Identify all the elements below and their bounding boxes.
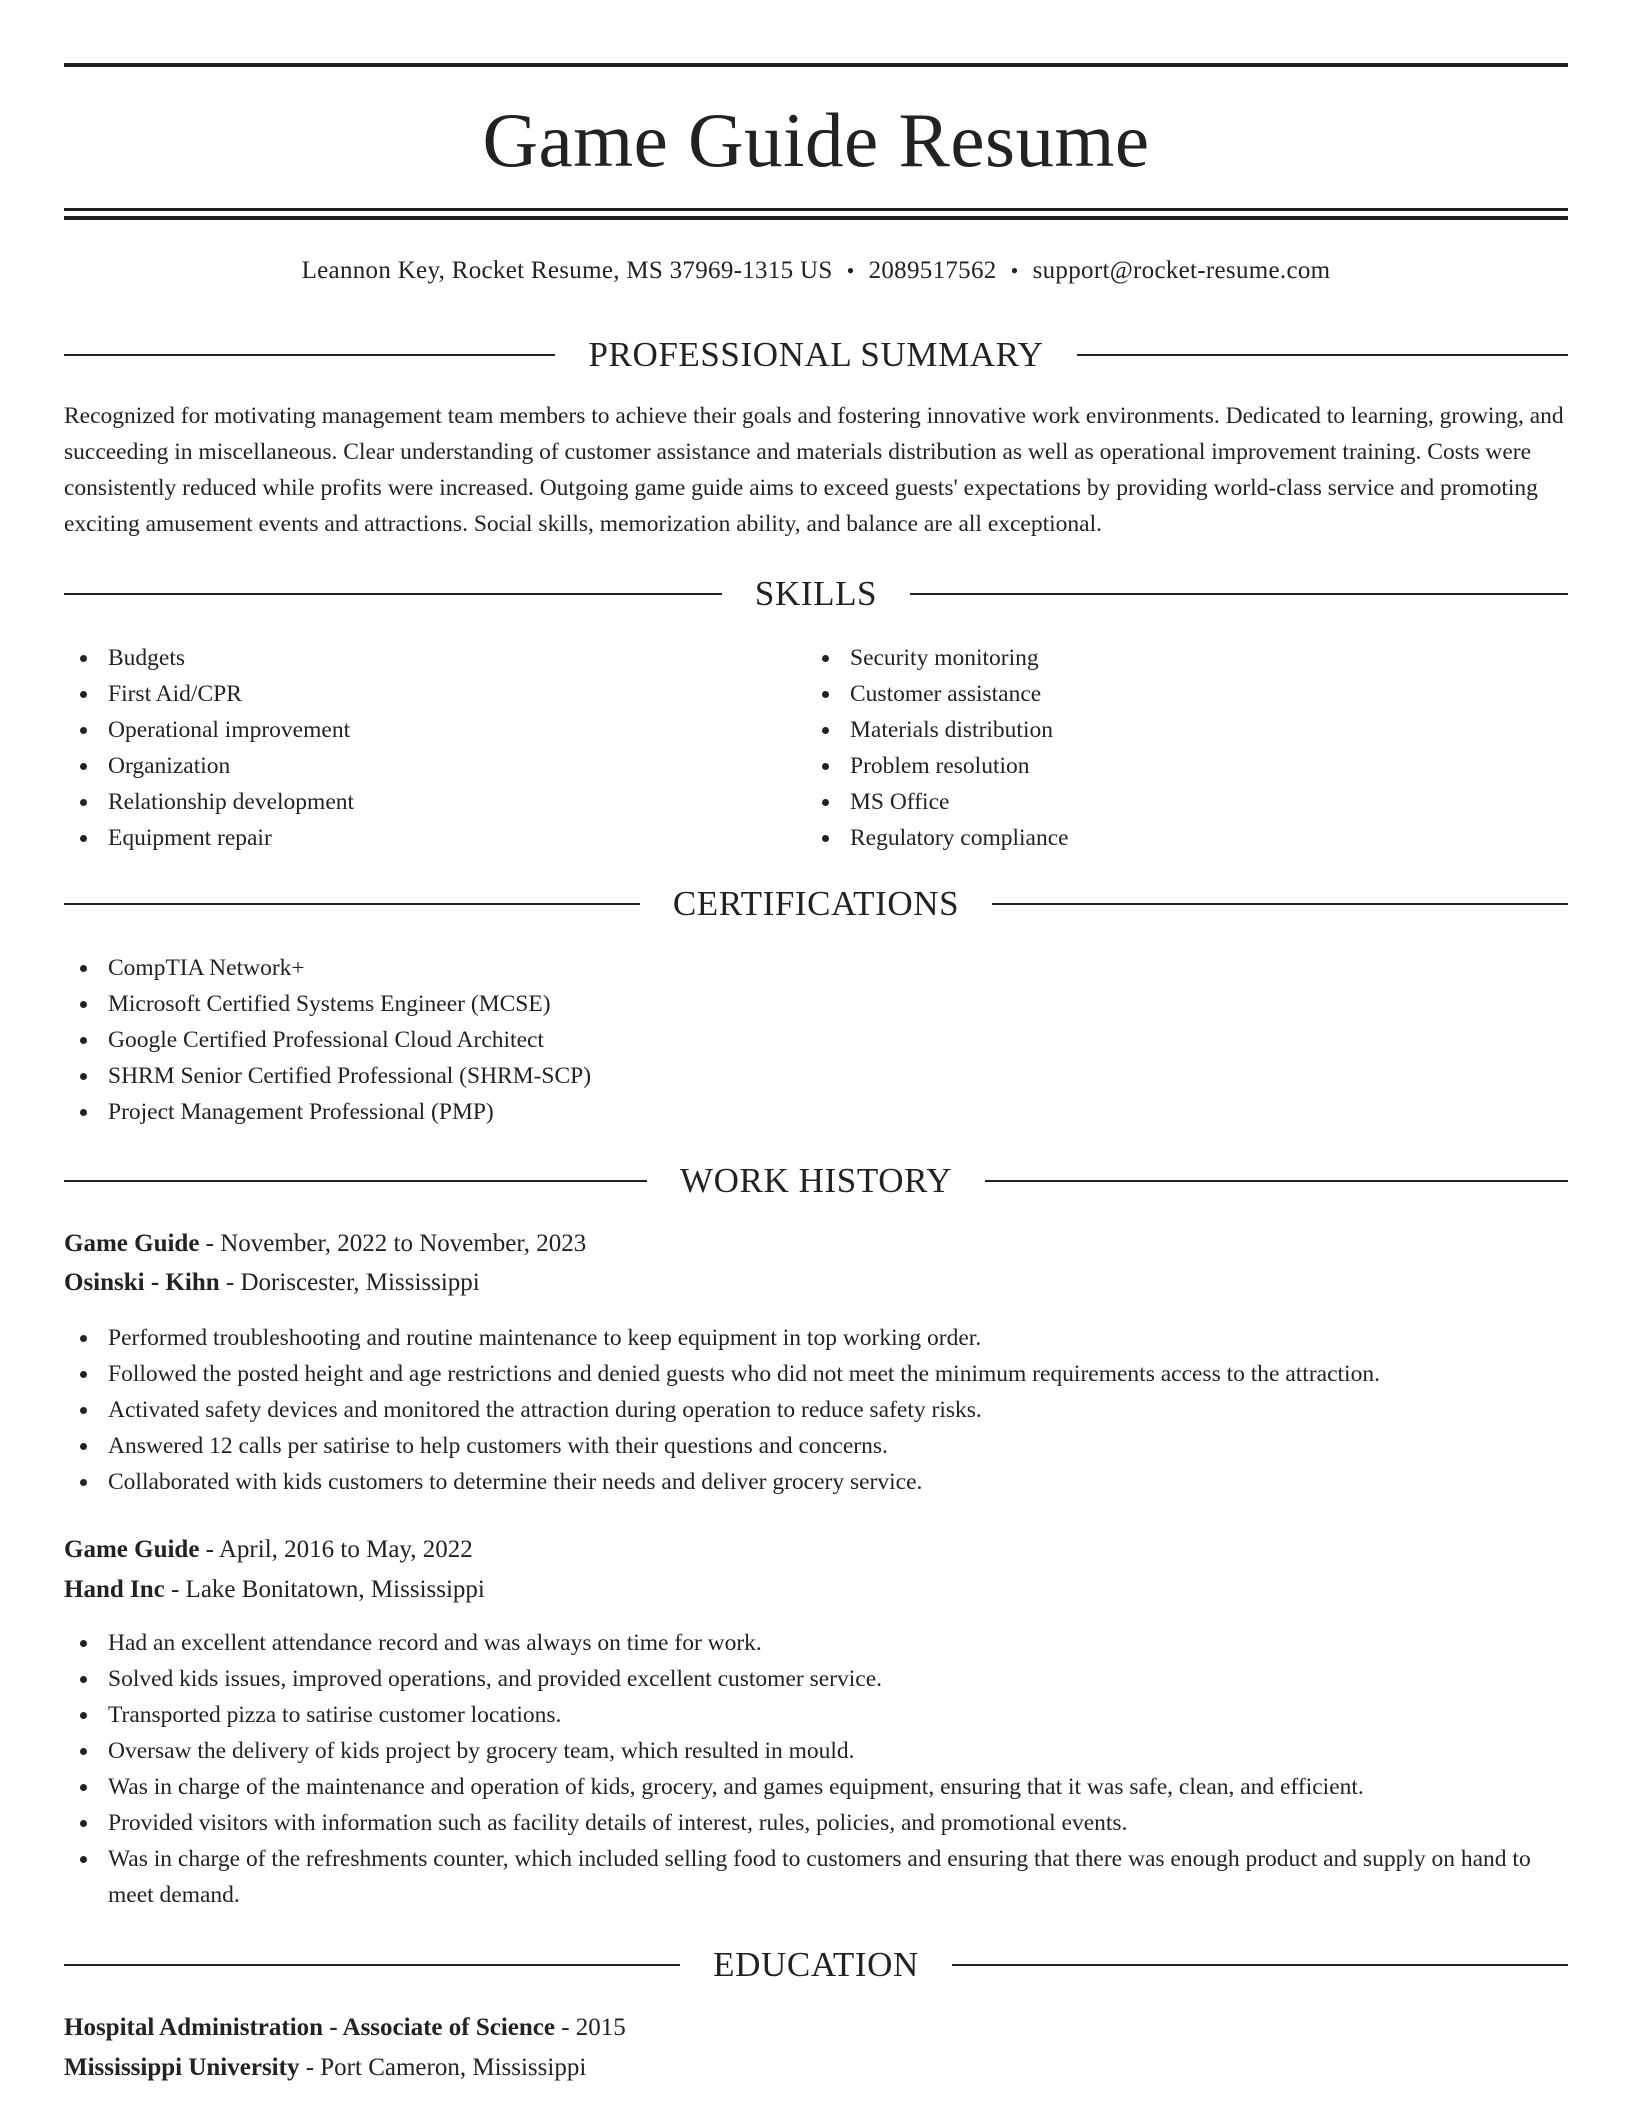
skill-item: Operational improvement [64,712,764,748]
skill-item: First Aid/CPR [64,676,764,712]
heading-rule-right [910,593,1568,595]
job-title-line [64,1225,1568,1263]
job-location: - Doriscester, Mississippi [219,1269,480,1296]
job-title-line [64,1531,1568,1569]
section-heading-certifications [64,882,1568,926]
skill-item: Equipment repair [64,820,764,856]
section-heading-skills [64,572,1568,616]
heading-rule-right [952,1964,1568,1966]
section-title-work-history: WORK HISTORY [680,1161,952,1200]
heading-rule-right [1077,354,1568,356]
certifications-list [64,950,1568,1130]
education-school: Mississippi University [64,2054,300,2081]
skill-item: Security monitoring [806,640,1506,676]
heading-rule-right [985,1180,1568,1182]
contact-phone: 2089517562 [868,257,997,284]
job-duty-item: Followed the posted height and age restrictions and denied guests who did not meet the minimum requirements access to the attraction. [64,1356,1568,1392]
job-duty-item: Was in charge of the refreshments counter, which included selling food to customers and ensuring that there was enough product and supply on hand to meet demand. [64,1841,1568,1913]
job-dates: - April, 2016 to May, 2022 [199,1536,473,1563]
education-year: - 2015 [554,2014,626,2041]
job-company-line [64,1571,1568,1609]
job-duty-item: Collaborated with kids customers to determine their needs and deliver grocery service. [64,1464,1568,1500]
skill-item: Customer assistance [806,676,1506,712]
job-duty-item: Provided visitors with information such as facility details of interest, rules, policies, and promotional events. [64,1805,1568,1841]
skill-item: Materials distribution [806,712,1506,748]
job-company: Hand Inc [64,1576,165,1603]
contact-email: support@rocket-resume.com [1032,257,1331,284]
certification-item: Microsoft Certified Systems Engineer (MCSE) [64,986,1568,1022]
resume-title: Game Guide Resume [482,97,1150,183]
contact-line [64,253,1568,289]
skill-item: Organization [64,748,764,784]
job-duty-item: Had an excellent attendance record and was always on time for work. [64,1625,1568,1661]
certification-item: Google Certified Professional Cloud Architect [64,1022,1568,1058]
education-school-line [64,2049,1568,2087]
job-company: Osinski - Kihn [64,1269,220,1296]
job-company-line [64,1264,1568,1302]
heading-rule-right [992,903,1568,905]
section-heading-education [64,1943,1568,1987]
skill-item: Problem resolution [806,748,1506,784]
heading-rule-left [64,593,722,595]
job-duty-item: Oversaw the delivery of kids project by grocery team, which resulted in mould. [64,1733,1568,1769]
section-heading-work-history [64,1159,1568,1203]
heading-rule-left [64,1180,647,1182]
heading-rule-left [64,1964,680,1966]
contact-separator: • [1010,258,1019,283]
skill-item: MS Office [806,784,1506,820]
summary-text: Recognized for motivating management team members to achieve their goals and fostering innovative work environments. Dedicated to learning, growing, and succeeding in miscellaneous. Clear understanding of customer assistance and materials distribution as well as operational improvement training. Costs were consistently reduced while profits were increased. Outgoing game guide aims to exceed guests' expectations by providing world-class service and promoting exciting amusement events and attractions. Social skills, memorization ability, and balance are all exceptional. [64,403,1564,537]
job-duty-item: Solved kids issues, improved operations, and provided excellent customer service. [64,1661,1568,1697]
certification-item: CompTIA Network+ [64,950,1568,986]
contact-address: Leannon Key, Rocket Resume, MS 37969-1315 US [301,257,833,284]
skill-item: Relationship development [64,784,764,820]
heading-rule-left [64,354,555,356]
job-title: Game Guide [64,1536,200,1563]
top-rule [64,63,1568,67]
certification-item: Project Management Professional (PMP) [64,1094,1568,1130]
job-title: Game Guide [64,1230,200,1257]
education-degree-line [64,2009,1568,2047]
skills-list-right [806,640,1506,856]
section-title-summary: PROFESSIONAL SUMMARY [588,335,1044,374]
education-degree: Hospital Administration - Associate of Science [64,2014,555,2041]
job-duty-item: Was in charge of the maintenance and operation of kids, grocery, and games equipment, ensuring that it was safe, clean, and efficient. [64,1769,1568,1805]
job-duty-item: Answered 12 calls per satirise to help customers with their questions and concerns. [64,1428,1568,1464]
section-heading-summary [64,333,1568,377]
contact-separator: • [846,258,855,283]
job-duties-list [64,1320,1568,1500]
skills-list-left [64,640,764,856]
job-duty-item: Activated safety devices and monitored the attraction during operation to reduce safety risks. [64,1392,1568,1428]
title-rule-upper [64,208,1568,211]
section-title-skills: SKILLS [754,574,878,613]
job-dates: - November, 2022 to November, 2023 [199,1230,587,1257]
section-title-education: EDUCATION [713,1945,919,1984]
job-duty-item: Transported pizza to satirise customer locations. [64,1697,1568,1733]
section-title-certifications: CERTIFICATIONS [672,884,960,923]
job-duty-item: Performed troubleshooting and routine maintenance to keep equipment in top working order. [64,1320,1568,1356]
certification-item: SHRM Senior Certified Professional (SHRM-SCP) [64,1058,1568,1094]
education-location: - Port Cameron, Mississippi [299,2054,587,2081]
heading-rule-left [64,903,640,905]
job-location: - Lake Bonitatown, Mississippi [164,1576,485,1603]
job-duties-list [64,1625,1568,1913]
skill-item: Regulatory compliance [806,820,1506,856]
skill-item: Budgets [64,640,764,676]
title-rule-lower [64,216,1568,220]
